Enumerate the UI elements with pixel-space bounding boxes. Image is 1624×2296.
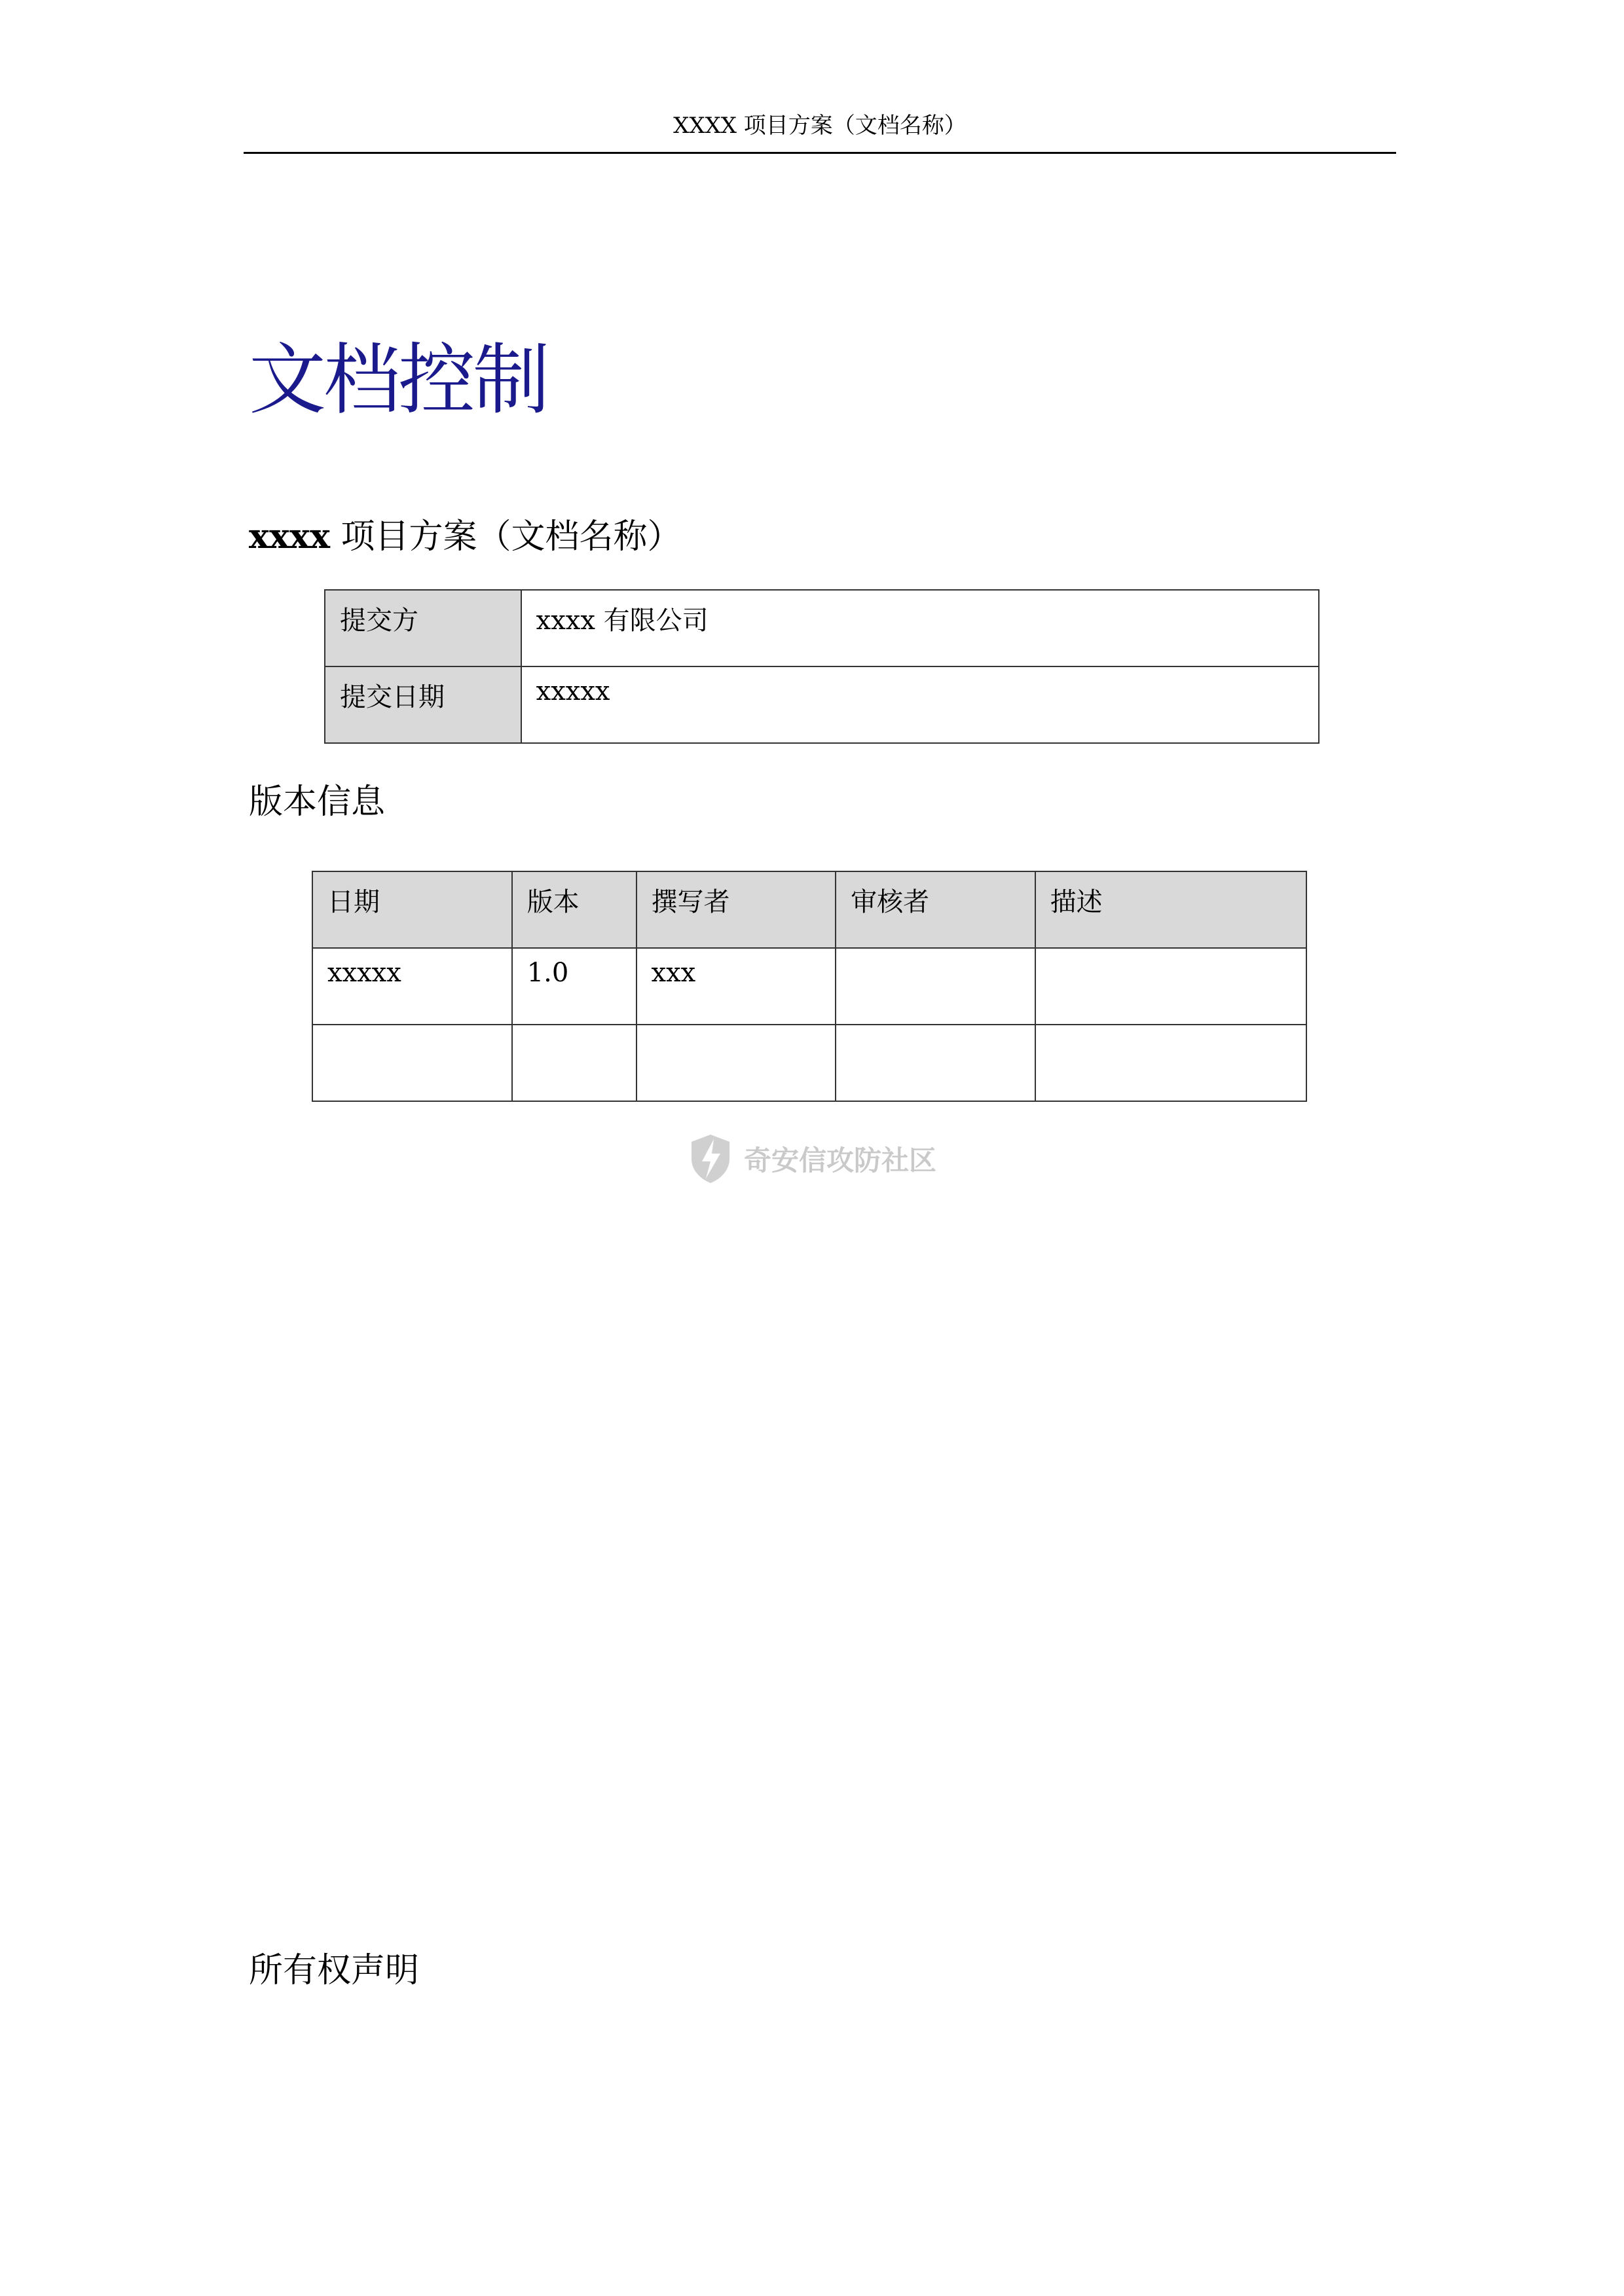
table-cell: xxx xyxy=(637,948,836,1025)
page-header xyxy=(244,111,1396,154)
table-cell xyxy=(637,1025,836,1101)
column-header-date: 日期 xyxy=(312,871,512,948)
table-cell xyxy=(512,1025,637,1101)
table-cell xyxy=(312,1025,512,1101)
doc-name-prefix: xxxx xyxy=(249,517,331,556)
table-row xyxy=(312,1025,1306,1101)
version-info-title: 版本信息 xyxy=(249,782,386,822)
column-header-author: 撰写者 xyxy=(637,871,836,948)
column-header-version: 版本 xyxy=(512,871,637,948)
ownership-statement-title: 所有权声明 xyxy=(249,1951,420,1990)
shield-bolt-icon xyxy=(688,1133,733,1185)
header-text: XXXX 项目方案（文档名称） xyxy=(673,113,967,139)
column-header-reviewer: 审核者 xyxy=(836,871,1035,948)
table-row xyxy=(325,590,1319,666)
submit-date-value: xxxxx xyxy=(521,666,1319,743)
submitter-label: 提交方 xyxy=(325,590,521,666)
watermark-text: 奇安信攻防社区 xyxy=(744,1144,937,1176)
submission-info-table xyxy=(324,589,1320,744)
watermark xyxy=(688,1133,936,1185)
table-cell xyxy=(1035,1025,1306,1101)
version-info-table xyxy=(312,871,1307,1102)
table-cell xyxy=(836,1025,1035,1101)
doc-title: 文档控制 xyxy=(249,335,548,425)
table-cell xyxy=(1035,948,1306,1025)
table-header-row xyxy=(312,871,1306,948)
table-cell xyxy=(836,948,1035,1025)
submit-date-label: 提交日期 xyxy=(325,666,521,743)
table-cell: xxxxx xyxy=(312,948,512,1025)
doc-name-heading xyxy=(249,514,682,560)
column-header-description: 描述 xyxy=(1035,871,1306,948)
doc-name-rest: 项目方案（文档名称） xyxy=(330,517,682,556)
submitter-value: xxxx 有限公司 xyxy=(521,590,1319,666)
table-row xyxy=(325,666,1319,743)
table-cell: 1.0 xyxy=(512,948,637,1025)
table-row xyxy=(312,948,1306,1025)
